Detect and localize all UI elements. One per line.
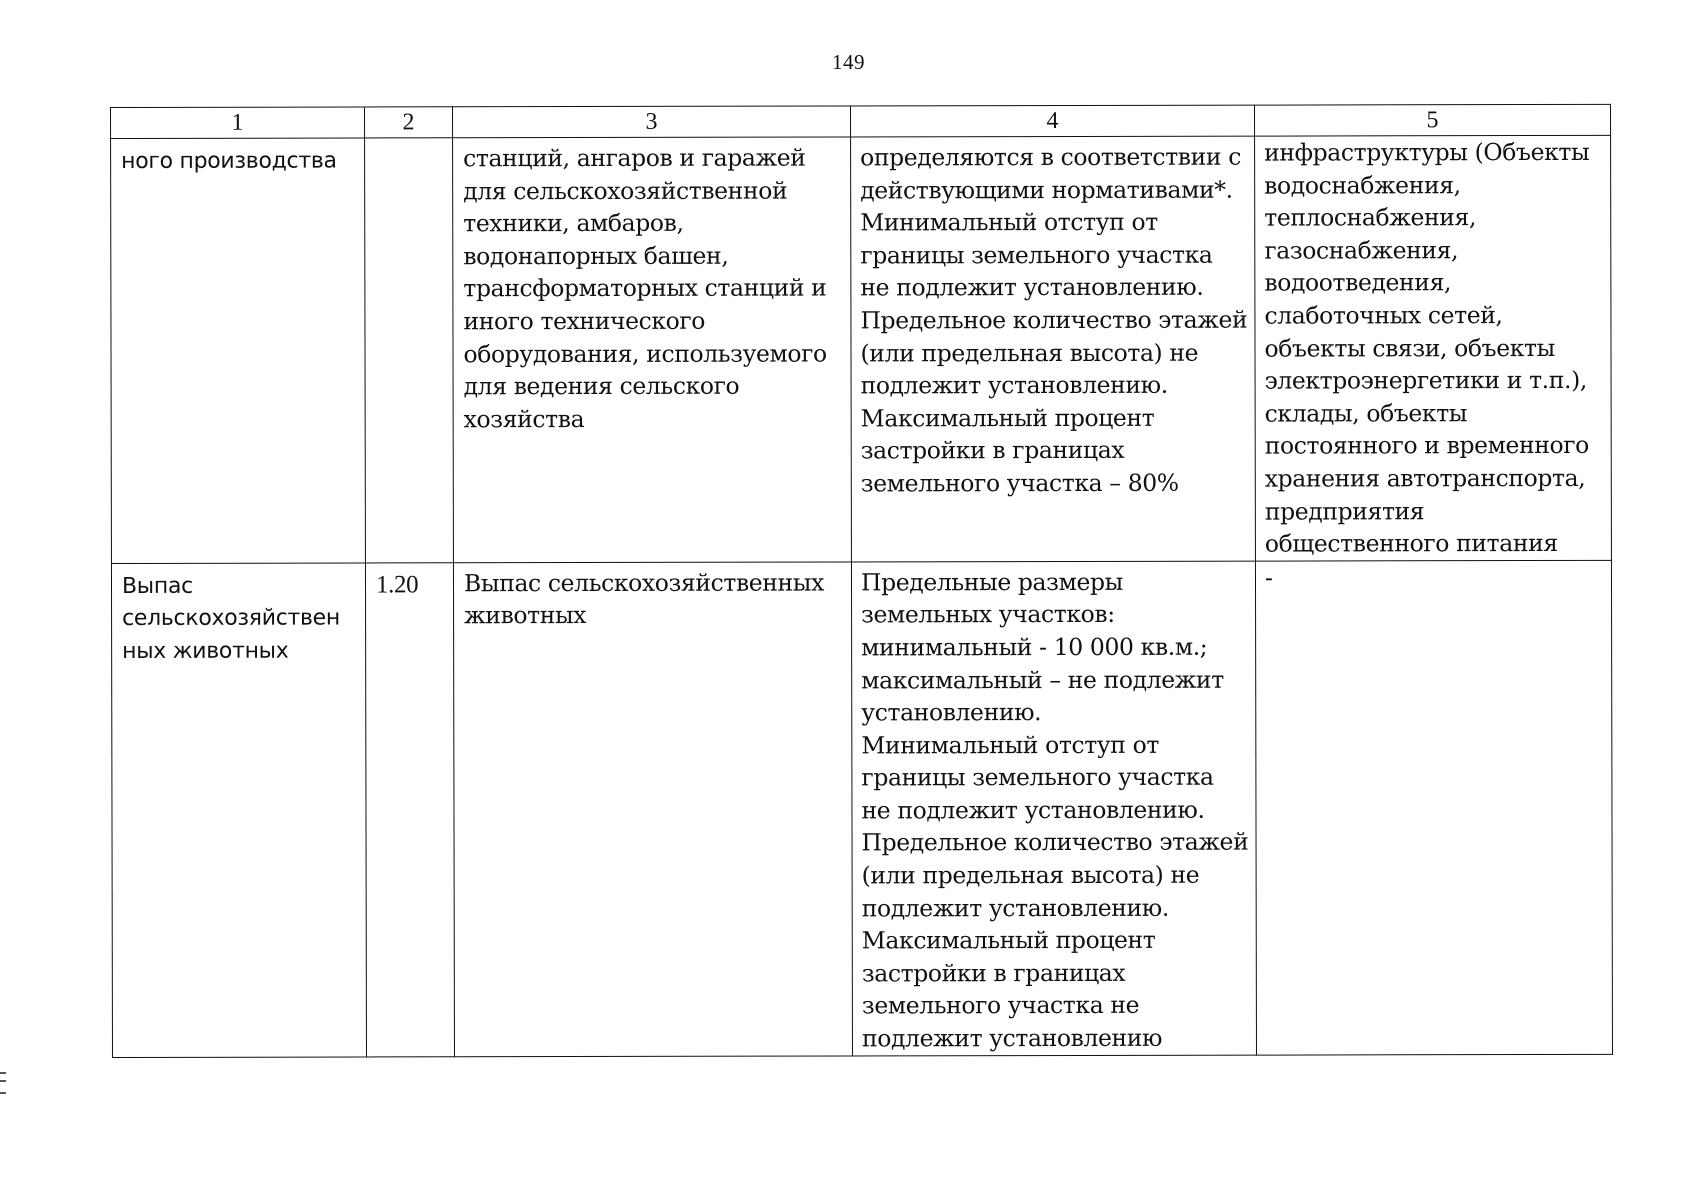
- land-use-table: [110, 104, 1613, 1058]
- cell-text: инфраструктуры (Объекты водоснабжения, теплоснабжения, газоснабжения, водоотведения, слаботочных сетей, объекты связи, объекты электроэнергетики и т.п.), склады, объекты постоянного и временного хранения автотранспорта, предприятия общественного питания: [1264, 137, 1590, 558]
- cell-text: 1.20: [375, 571, 419, 599]
- column-header-1: 1: [111, 107, 365, 139]
- column-header-5: 5: [1254, 104, 1610, 136]
- cell-use-code: [365, 563, 454, 1057]
- cell-text: ного производства: [121, 148, 337, 174]
- cell-text: станций, ангаров и гаражей для сельскохозяйственной техники, амбаров, водонапорных башен, трансформаторных станций и иного технического оборудования, используемого для ведения сельского хозяйства: [463, 143, 827, 434]
- cell-use-description: [453, 137, 852, 563]
- cell-auxiliary-uses: [1255, 135, 1612, 560]
- cell-use-description: [453, 562, 852, 1057]
- cell-use-name: [111, 138, 366, 563]
- table-row: [111, 135, 1612, 563]
- cell-text: [365, 138, 452, 144]
- cell-text: Выпас сельскохозяйственных животных: [463, 568, 824, 630]
- column-header-2: 2: [365, 107, 453, 138]
- table-row: [111, 560, 1612, 1057]
- column-header-4: 4: [850, 105, 1254, 137]
- page-number: 149: [832, 50, 865, 74]
- table-header-row: [111, 104, 1611, 138]
- scan-edge-mark: [0, 1072, 6, 1094]
- cell-parameters: [851, 561, 1256, 1056]
- cell-text: -: [1264, 563, 1273, 592]
- column-header-3: 3: [453, 106, 851, 138]
- cell-use-code: [365, 138, 454, 563]
- cell-auxiliary-uses: [1255, 560, 1612, 1055]
- cell-text: определяются в соответствии с действующими нормативами*. Минимальный отступ от границы земельного участка не подлежит установлению. Предельное количество этажей (или предельная высота) не подлежит установлению. Максимальный процент застройки в границах земельного участка – 80%: [860, 142, 1248, 498]
- cell-parameters: [851, 136, 1256, 562]
- cell-text: Предельные размеры земельных участков: минимальный - 10 000 кв.м.; максимальный – не подлежит установлению. Минимальный отступ от границы земельного участка не подлежит установлению. Предельное количество этажей (или предельная высота) не подлежит установлению. Максимальный процент застройки в границах земельного участка не подлежит установлению: [860, 567, 1249, 1053]
- cell-text: Выпас сельскохозяйствен ных животных: [121, 573, 341, 664]
- cell-use-name: [111, 563, 366, 1057]
